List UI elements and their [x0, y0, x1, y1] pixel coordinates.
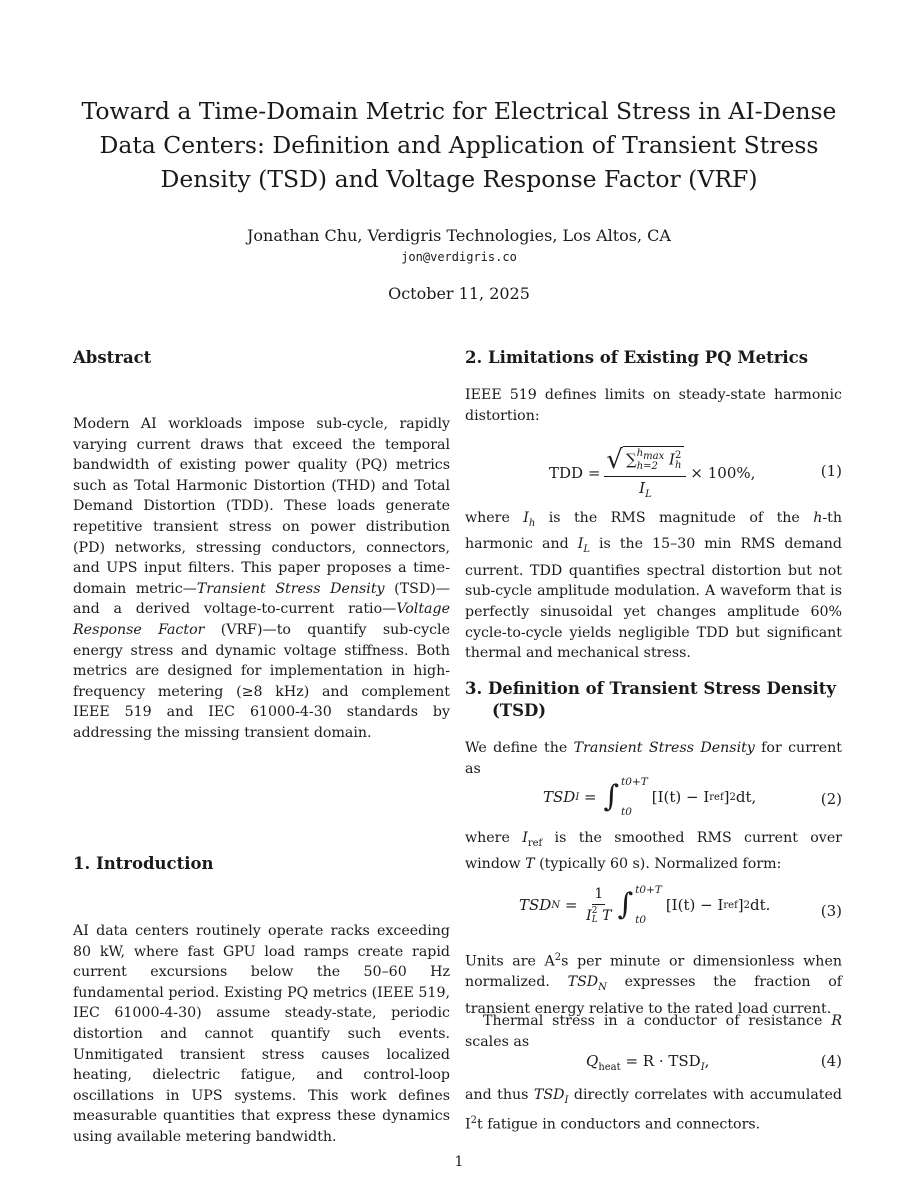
- page-number: 1: [454, 1154, 464, 1170]
- abstract-paragraph: Modern AI workloads impose sub-cycle, rapidly varying current draws that exceed the temporal bandwidth of existing power quality (PQ) metrics such as Total Harmonic Distortion (THD) and Total Demand Distortion (TDD). These loads generate repetitive transient stress on power distribution (PD) networks, stressing conductors, connectors, and UPS input filters. This paper proposes a time-domain metric—Transient Stress Density (TSD)—and a derived voltage-to-current ratio—Voltage Response Factor (VRF)—to quantify sub-cycle energy stress and dynamic voltage stiffness. Both metrics are designed for implementation in high-frequency metering (≥8 kHz) and complement IEEE 519 and IEC 61000-4-30 standards by addressing the missing transient domain.: [73, 416, 450, 741]
- equation-4: $Q_{heat} = R \cdot TSD_I$, (4): [586, 1052, 842, 1073]
- limitations-heading: 2. Limitations of Existing PQ Metrics: [465, 348, 808, 367]
- equation-3: TSD N = 1 I 2 L T ∫ t0+T t0 [I(t) − I ref ] 2 dt. (3): [519, 884, 842, 926]
- paper-title: Toward a Time-Domain Metric for Electrical Stress in AI-Dense Data Centers: Definition and Application of Transient Stress Density (TSD) and Voltage Response Factor (VRF): [81, 97, 837, 193]
- equation-3-number: (3): [820, 902, 842, 920]
- abstract-heading: Abstract: [73, 348, 152, 367]
- thermal-paragraph: Thermal stress in a conductor of resistance R scales as: [465, 1013, 842, 1050]
- introduction-paragraph: AI data centers routinely operate racks exceeding 80 kW, where fast GPU load ramps create rapid current excursions below the 50–60 Hz fundamental period. Existing PQ metrics (IEEE 519, IEC 61000-4-30) assume steady-state, periodic distortion and cannot quantify such events. Unmitigated transient stress causes localized heating, dielectric fatigue, and control-loop oscillations in UPS systems. This work defines measurable quantities that express these dynamics using available metering bandwidth.: [73, 923, 450, 1145]
- limitations-paragraph: where $I_h$ is the RMS magnitude of the h-th harmonic and $I_L$ is the 15–30 min RMS demand current. TDD quantifies spectral distortion but not sub-cycle amplitude modulation. A waveform that is perfectly sinusoidal yet changes amplitude 60% cycle-to-cycle yields negligible TDD but significant thermal and mechanical stress.: [465, 510, 842, 662]
- equation-2: TSD I = ∫ t0+T t0 [I(t) − I ref ] 2 dt, (2): [543, 776, 842, 818]
- author-line: Jonathan Chu, Verdigris Technologies, Los Altos, CA: [247, 226, 671, 245]
- definition-intro: We define the Transient Stress Density for current as: [465, 740, 842, 777]
- equation-2-number: (2): [820, 790, 842, 808]
- definition-paragraph: where $I_{ref}$ is the smoothed RMS current over window T (typically 60 s). Normalized form:: [465, 830, 842, 873]
- equation-4-number: (4): [820, 1052, 842, 1070]
- equation-1-number: (1): [820, 462, 842, 480]
- units-paragraph: Units are $A^2s$ per minute or dimensionless when normalized. $TSD_N$ expresses the fraction of transient energy relative to the rated load current.: [465, 952, 842, 1017]
- introduction-heading: 1. Introduction: [73, 854, 214, 873]
- author-email: jon@verdigris.co: [401, 250, 517, 264]
- definition-heading: 3. Definition of Transient Stress Density (TSD): [465, 679, 837, 720]
- limitations-intro: IEEE 519 defines limits on steady-state harmonic distortion:: [465, 387, 842, 424]
- equation-1: TDD = √ ∑ $h_{max}$ h=2 I 2 h $I_L$ × 100%, (1): [549, 445, 842, 500]
- paper-date: October 11, 2025: [388, 284, 530, 303]
- closing-paragraph: and thus $TSD_I$ directly correlates with accumulated $I^2t$ fatigue in conductors and connectors.: [465, 1087, 842, 1134]
